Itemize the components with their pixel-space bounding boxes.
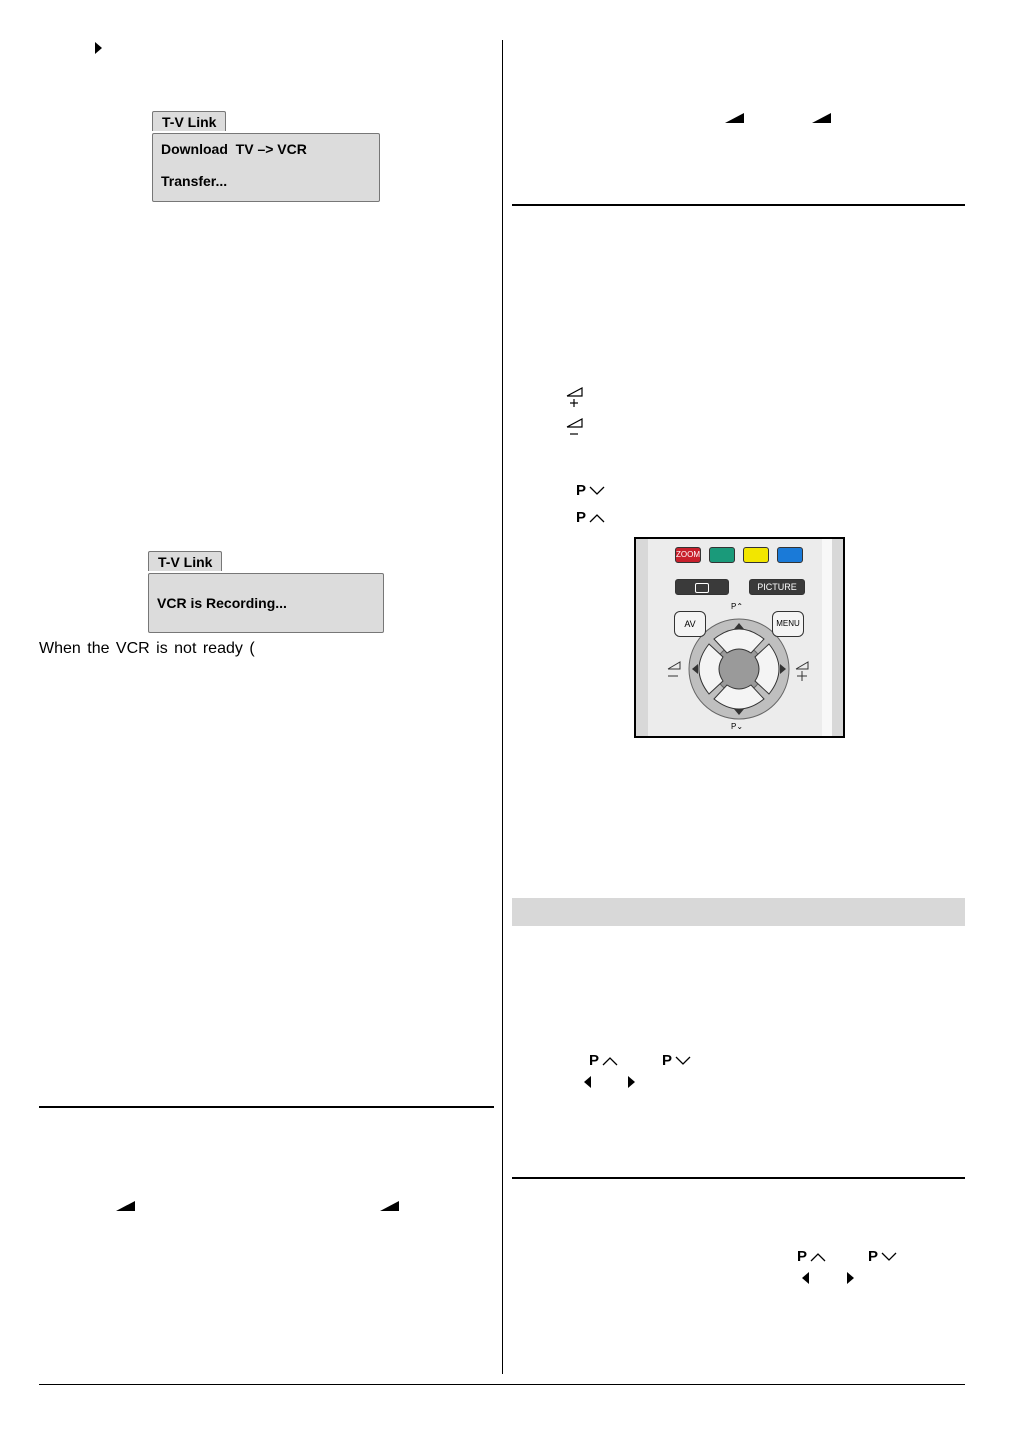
p-up-label: P⌃ [731,602,744,611]
picture-button [749,579,805,595]
section-header-bar [512,898,965,926]
column-divider [502,40,503,1374]
remote-body [636,539,843,736]
program-letter: P [662,1052,673,1069]
tvlink-recording-panel [148,573,384,633]
volume-icon [725,112,745,124]
footer-rule [39,1384,965,1385]
zoom-button [675,547,701,563]
av-button [674,611,706,637]
teletext-icon [695,583,709,593]
volume-icon [812,112,832,124]
chevron-up-icon [589,513,605,523]
left-arrow-icon [802,1272,809,1284]
program-up-label [576,509,605,526]
download-line: Download TV –> VCR [161,141,307,157]
volume-icon [116,1200,136,1212]
vcr-not-ready-text: When the VCR is not ready ( [39,640,255,657]
program-letter: P [868,1248,879,1265]
tvlink-download-panel [152,133,380,202]
program-letter: P [797,1248,808,1265]
p-down-label: P⌄ [731,722,744,731]
menu-label: MENU [776,619,800,628]
right-arrow-icon [847,1272,854,1284]
remote-illustration [634,537,845,738]
program-down-label [662,1052,691,1069]
zoom-label: ZOOM [676,550,700,559]
blue-button [777,547,803,563]
chevron-down-icon [589,486,605,496]
green-button [709,547,735,563]
menu-button [772,611,804,637]
recording-line: VCR is Recording... [157,595,287,611]
program-letter: P [589,1052,600,1069]
section-divider [512,204,965,206]
program-up-label [797,1248,826,1265]
picture-label: PICTURE [757,582,797,592]
volume-down-icon [565,417,585,439]
program-up-label [589,1052,618,1069]
chevron-down-icon [881,1252,897,1262]
section-divider [512,1177,965,1179]
program-letter: P [576,482,587,499]
chevron-up-icon [810,1252,826,1262]
program-letter: P [576,509,587,526]
yellow-button [743,547,769,563]
right-arrow-icon [628,1076,635,1088]
tvlink-tab: T-V Link [148,551,222,571]
tvlink-tab: T-V Link [152,111,226,131]
program-down-label [868,1248,897,1265]
chevron-down-icon [675,1056,691,1066]
av-label: AV [684,619,696,629]
program-down-label [576,482,605,499]
volume-up-icon [565,386,585,408]
right-arrow-icon [95,42,102,54]
section-divider [39,1106,494,1108]
transfer-line: Transfer... [161,173,228,189]
chevron-up-icon [602,1056,618,1066]
left-arrow-icon [584,1076,591,1088]
teletext-button [675,579,729,595]
volume-icon [380,1200,400,1212]
